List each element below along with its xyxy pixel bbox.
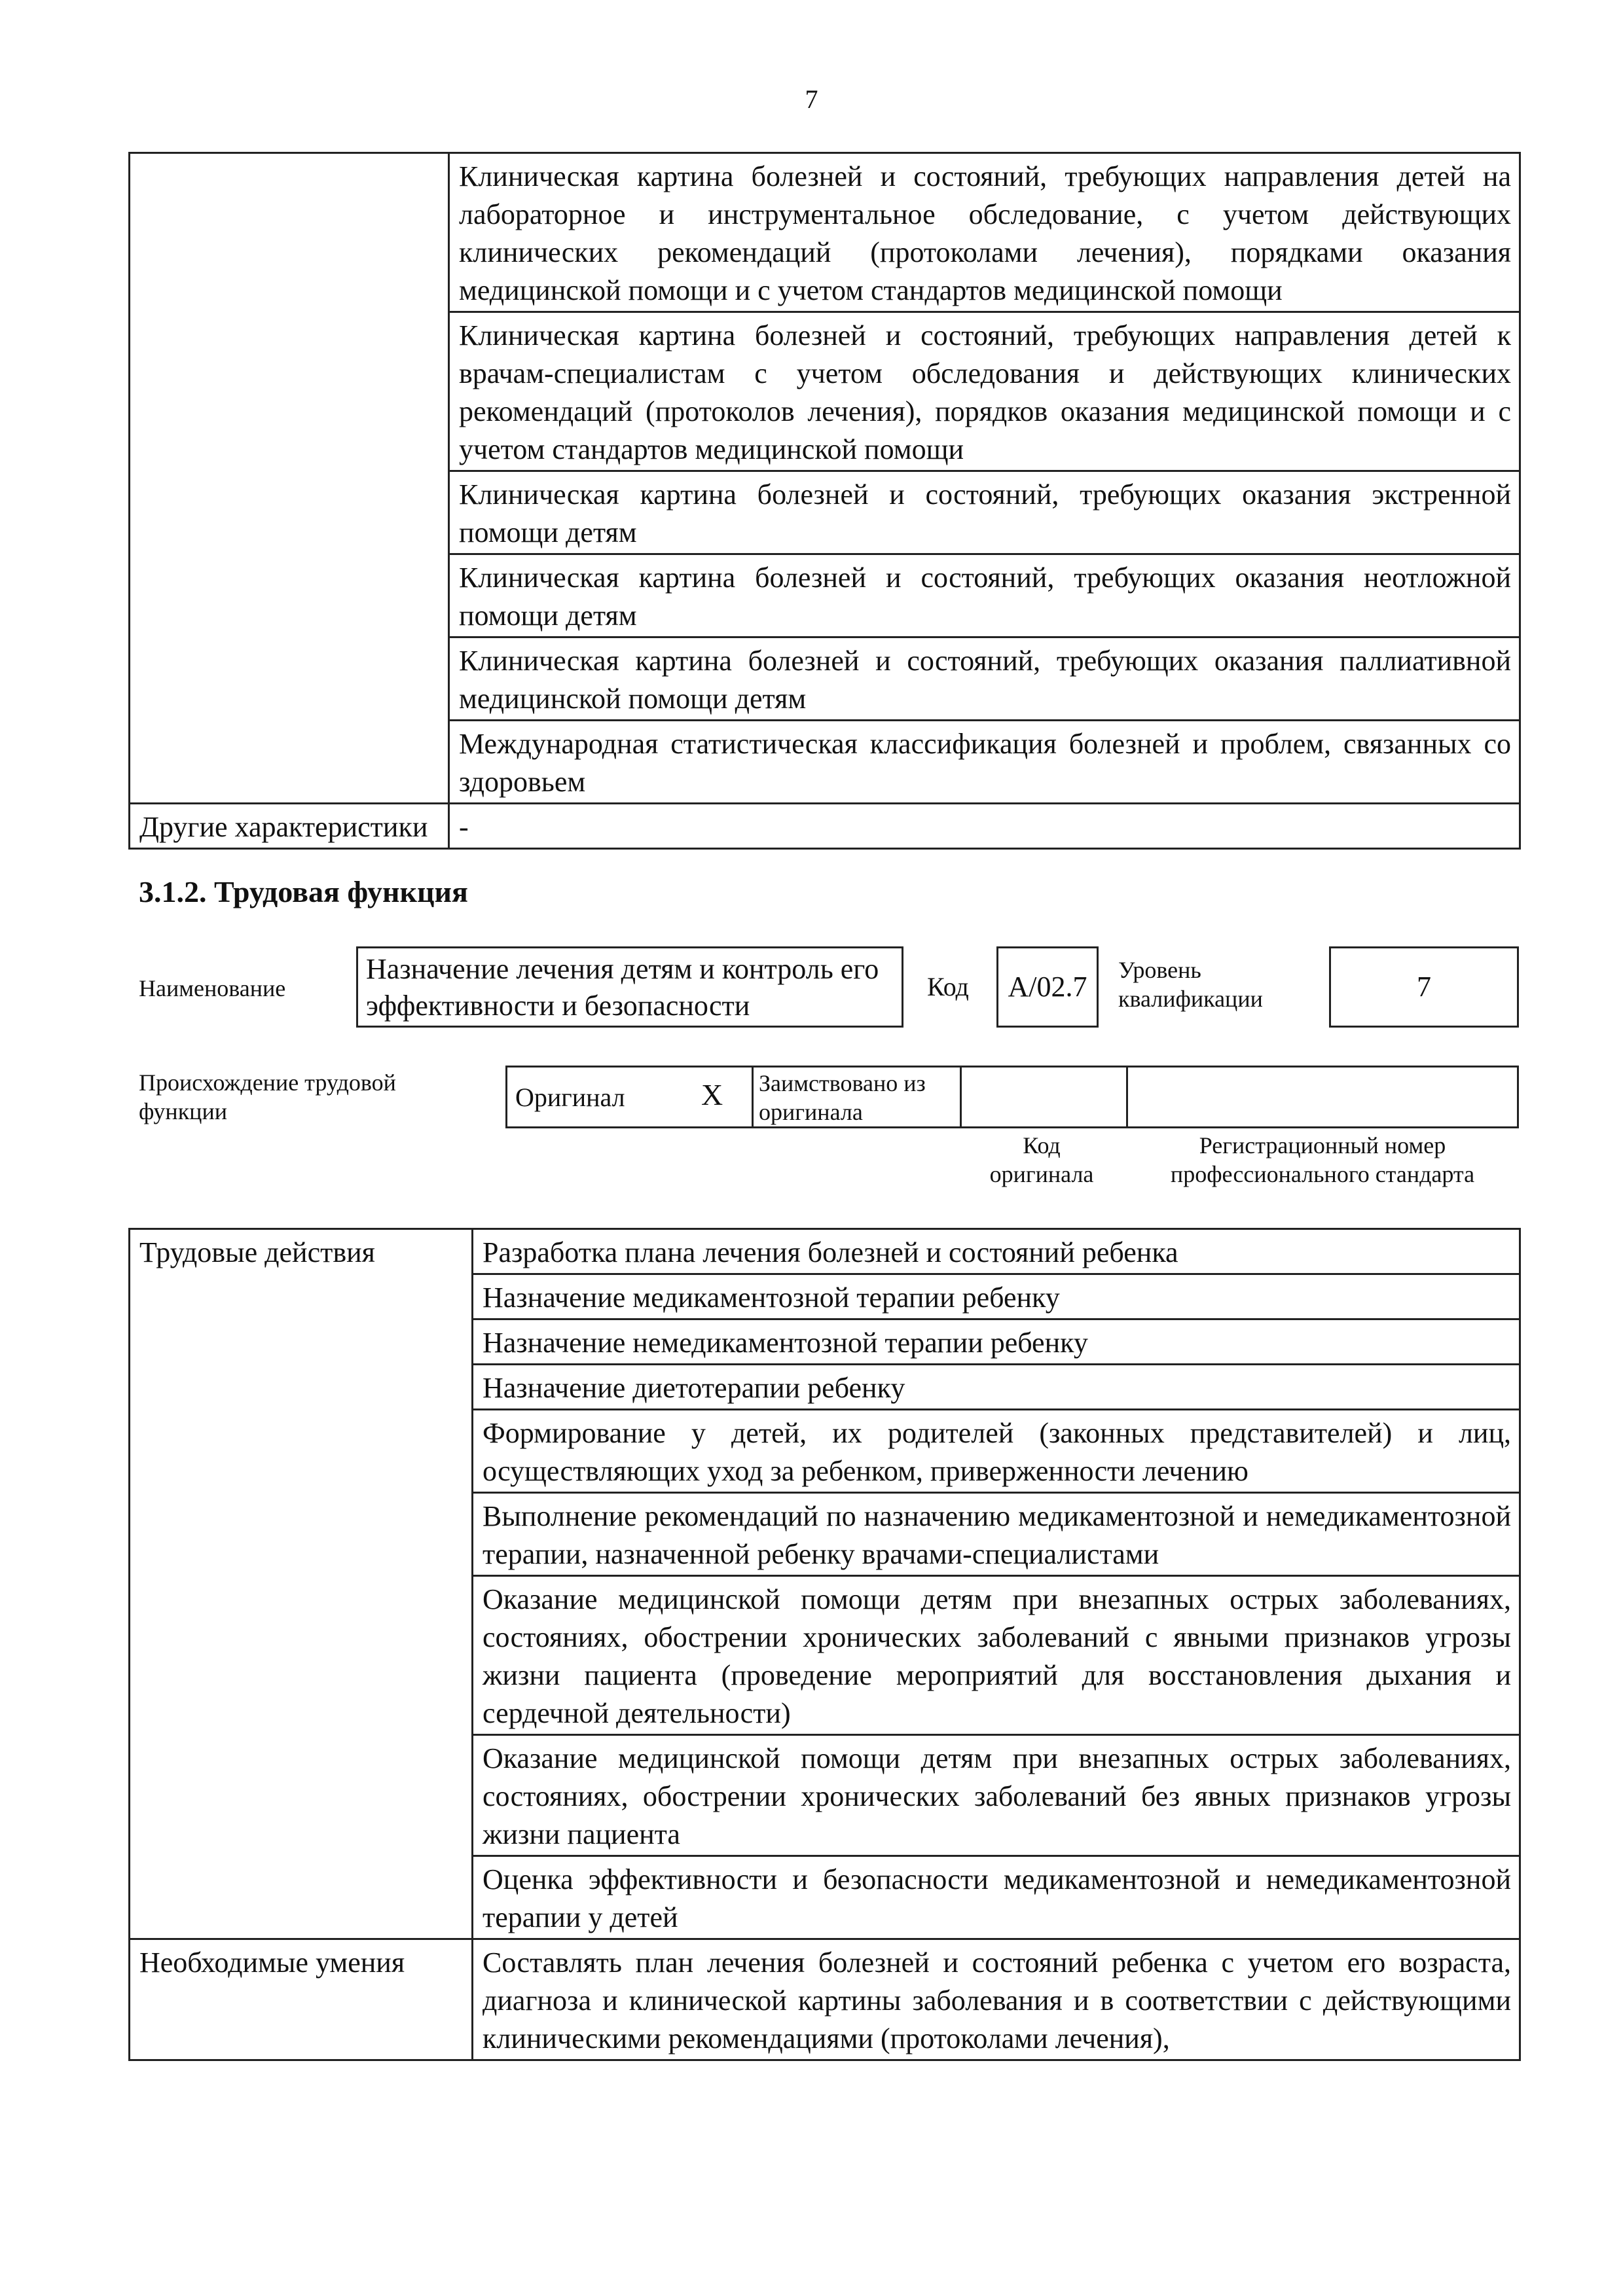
name-box	[356, 946, 903, 1028]
code-box	[996, 946, 1099, 1028]
original-cell	[507, 1067, 754, 1126]
origin-code-caption: Код оригинала	[989, 1132, 1094, 1187]
table-cell: Клиническая картина болезней и состояний, требующих оказания экстренной помощи детям	[449, 471, 1520, 554]
section-heading: 3.1.2. Трудовая функция	[139, 875, 468, 908]
level-label: Уровень квалификации	[1118, 957, 1263, 1012]
table-row	[130, 804, 1520, 849]
table-cell: Составлять план лечения болезней и состояний ребенка с учетом его возраста, диагноза и клинической картины заболевания и в соответствии с действующими клиническими рекомендациями (протоколами лечения),	[473, 1939, 1520, 2060]
level-box	[1329, 946, 1519, 1028]
table-row	[130, 153, 1520, 312]
origin-table	[505, 1066, 1519, 1128]
origin-code-cell	[962, 1067, 1128, 1126]
reg-number-caption: Регистрационный номер профессионального стандарта	[1170, 1132, 1475, 1187]
row-label-empty	[130, 153, 449, 804]
level-value: 7	[1417, 971, 1431, 1003]
table-cell: -	[449, 804, 1520, 849]
name-value: Назначение лечения детям и контроль его эффективности и безопасности	[366, 953, 879, 1022]
table-cell: Клиническая картина болезней и состояний, требующих оказания неотложной помощи детям	[449, 554, 1520, 637]
table-cell: Оказание медицинской помощи детям при внезапных острых заболеваниях, состояниях, обострении хронических заболеваний с явными признаков угрозы жизни пациента (проведение мероприятий для восстановления дыхания и сердечной деятельности)	[473, 1576, 1520, 1735]
table-row	[130, 1229, 1520, 1274]
original-label: Оригинал	[515, 1083, 625, 1112]
origin-label: Происхождение трудовой функции	[139, 1069, 396, 1124]
table-cell: Выполнение рекомендаций по назначению медикаментозной и немедикаментозной терапии, назначенной ребенку врачами-специалистами	[473, 1493, 1520, 1576]
row-label-other: Другие характеристики	[130, 804, 449, 849]
actions-label: Трудовые действия	[130, 1229, 473, 1939]
table-cell: Назначение немедикаментозной терапии ребенку	[473, 1319, 1520, 1365]
table-cell: Оказание медицинской помощи детям при внезапных острых заболеваниях, состояниях, обострении хронических заболеваний без явных признаков угрозы жизни пациента	[473, 1735, 1520, 1856]
table-cell: Клиническая картина болезней и состояний, требующих оказания паллиативной медицинской помощи детям	[449, 637, 1520, 721]
table-row	[130, 1939, 1520, 2060]
reg-number-cell	[1128, 1067, 1517, 1126]
name-label: Наименование	[139, 975, 286, 1001]
code-value: А/02.7	[1008, 971, 1087, 1003]
borrowed-cell	[754, 1067, 962, 1126]
borrowed-label: Заимствовано из оригинала	[759, 1070, 926, 1125]
skills-label: Необходимые умения	[130, 1939, 473, 2060]
table-cell: Международная статистическая классификация болезней и проблем, связанных со здоровьем	[449, 721, 1520, 804]
page-number: 7	[805, 84, 818, 114]
code-label: Код	[927, 972, 969, 1001]
function-table	[128, 1228, 1521, 2061]
table-cell: Назначение диетотерапии ребенку	[473, 1365, 1520, 1410]
conditions-table	[128, 152, 1521, 850]
table-cell: Назначение медикаментозной терапии ребенку	[473, 1274, 1520, 1319]
table-cell: Клиническая картина болезней и состояний, требующих направления детей к врачам-специалистам с учетом обследования и действующих клинических рекомендаций (протоколов лечения), порядков оказания медицинской помощи и с учетом стандартов медицинской помощи	[449, 312, 1520, 471]
table-cell: Формирование у детей, их родителей (законных представителей) и лиц, осуществляющих уход за ребенком, приверженности лечению	[473, 1410, 1520, 1493]
original-mark: X	[701, 1078, 723, 1111]
table-cell: Разработка плана лечения болезней и состояний ребенка	[473, 1229, 1520, 1274]
table-cell: Оценка эффективности и безопасности медикаментозной и немедикаментозной терапии у детей	[473, 1856, 1520, 1939]
table-cell: Клиническая картина болезней и состояний, требующих направления детей на лабораторное и инструментальное обследование, с учетом действующих клинических рекомендаций (протоколами лечения), порядками оказания медицинской помощи и с учетом стандартов медицинской помощи	[449, 153, 1520, 312]
